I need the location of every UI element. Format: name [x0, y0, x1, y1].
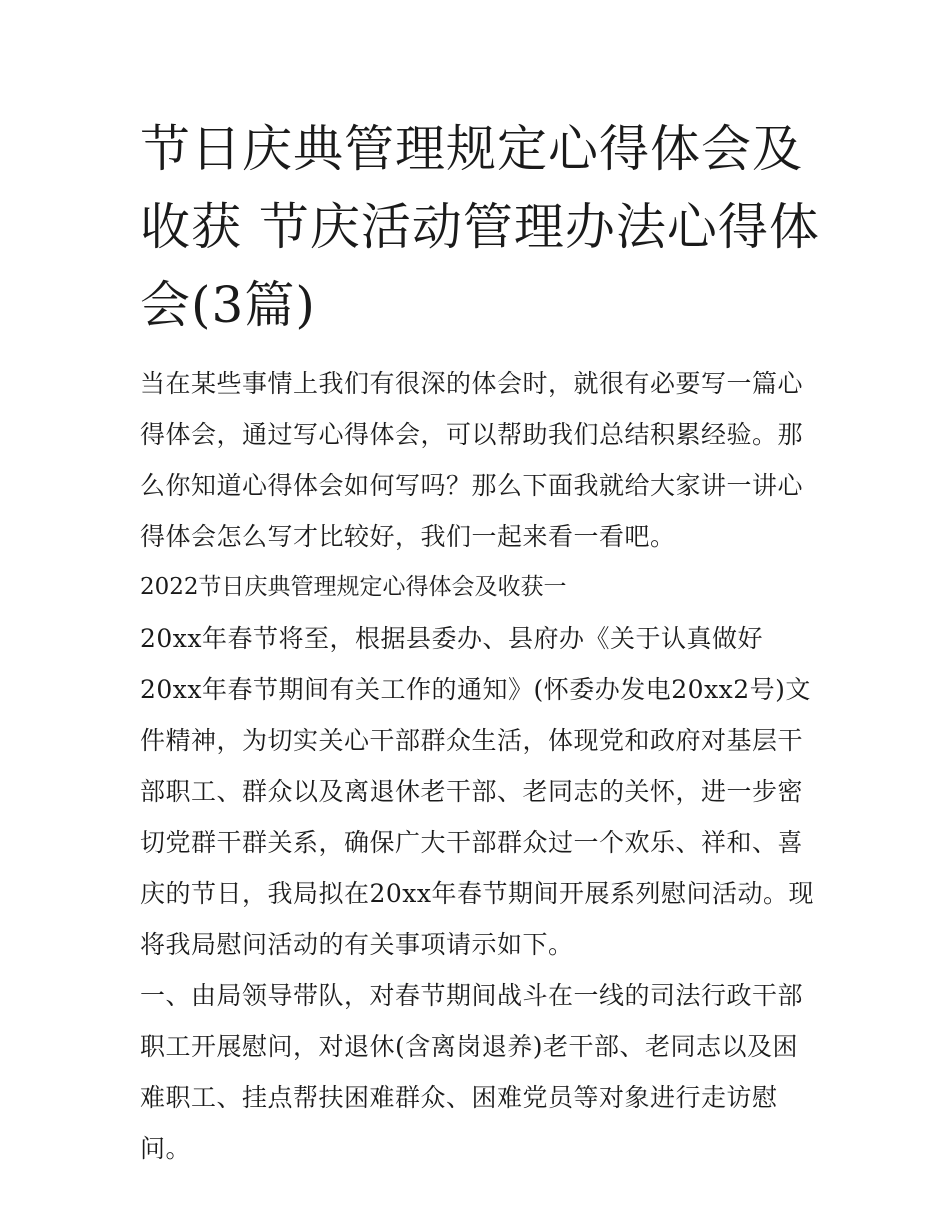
body-paragraph-2: 一、由局领导带队，对春节期间战斗在一线的司法行政干部职工开展慰问，对退休(含离岗退养)老干部、老同志以及困难职工、挂点帮扶困难群众、困难党员等对象进行走访慰问。 [140, 981, 804, 1163]
section-heading: 2022节日庆典管理规定心得体会及收获一 [140, 574, 567, 600]
document-title: 节日庆典管理规定心得体会及收获 节庆活动管理办法心得体会(3篇) [140, 120, 820, 334]
body-paragraph-1: 20xx年春节将至，根据县委办、县府办《关于认真做好20xx年春节期间有关工作的通知》(怀委办发电20xx2号)文件精神，为切实关心干部群众生活，体现党和政府对基层干部职工、群众以及离退休老干部、老同志的关怀，进一步密切党群干群关系，确保广大干部群众过一个欢乐、祥和、喜庆的节日，我局拟在20xx年春节期间开展系列慰问活动。现将我局慰问活动的有关事项请示如下。 [140, 624, 815, 959]
intro-paragraph: 当在某些事情上我们有很深的体会时，就很有必要写一篇心得体会，通过写心得体会，可以帮助我们总结积累经验。那么你知道心得体会如何写吗？那么下面我就给大家讲一讲心得体会怎么写才比较好，我们一起来看一看吧。 [140, 369, 804, 551]
document-page [140, 110, 820, 1174]
